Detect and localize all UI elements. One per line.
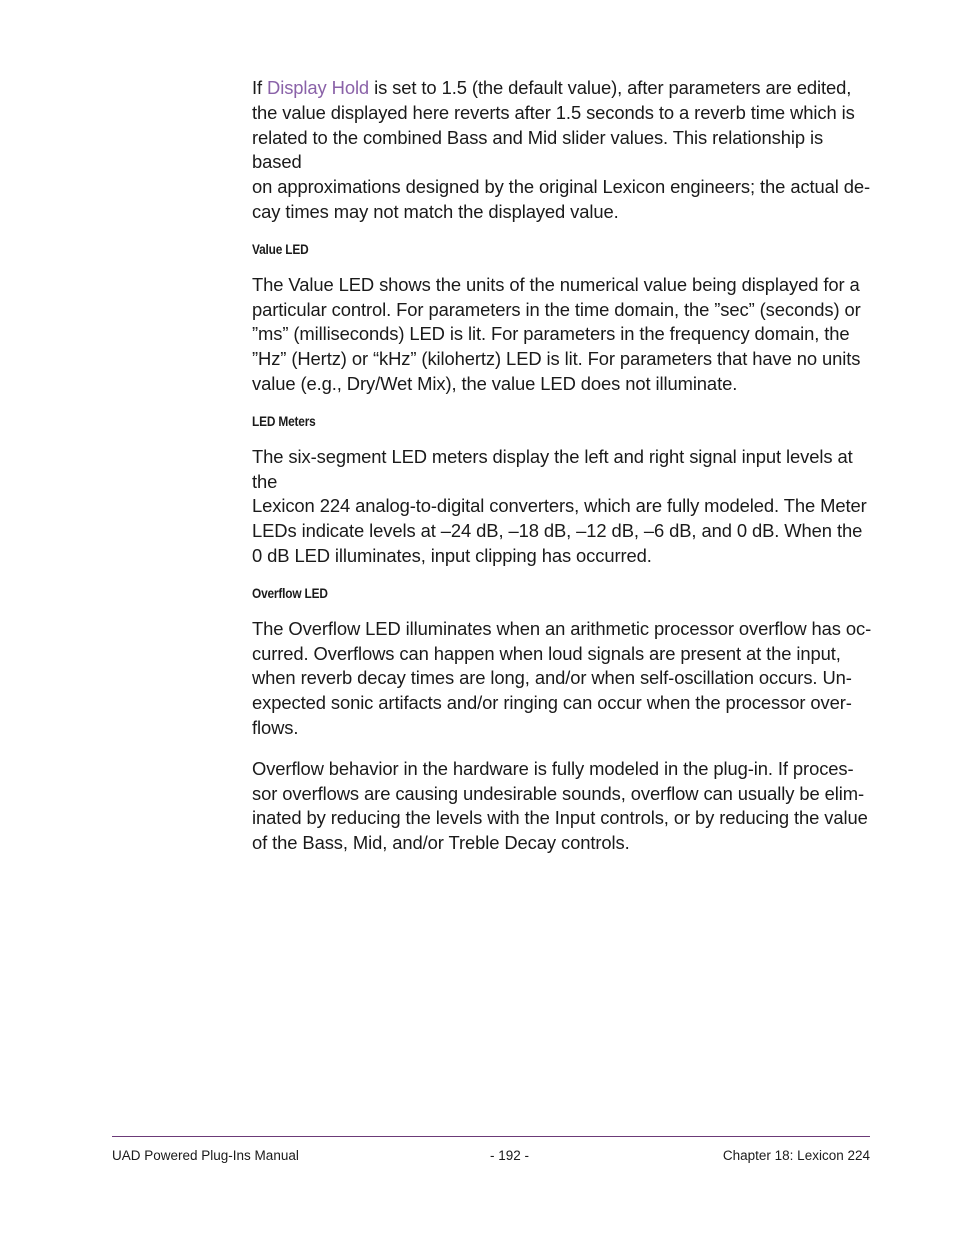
text: cay times may not match the displayed value. xyxy=(252,200,619,222)
text-line: The six-segment LED meters display the left and right signal input levels at the xyxy=(252,445,853,492)
text-line: of the Bass, Mid, and/or Treble Decay controls. xyxy=(252,832,630,854)
paragraph-overflow-behavior xyxy=(252,757,872,856)
paragraph-led-meters xyxy=(252,445,872,569)
text: If xyxy=(252,77,268,98)
page-content xyxy=(252,76,872,872)
text-line: flows. xyxy=(252,716,299,738)
display-hold-link[interactable]: Display Hold xyxy=(267,77,370,98)
text-line: ”Hz” (Hertz) or “kHz” (kilohertz) LED is lit. For parameters that have no units xyxy=(252,348,861,370)
paragraph-display-hold xyxy=(252,76,872,225)
footer-divider xyxy=(112,1136,870,1137)
text-line: The Overflow LED illuminates when an arithmetic processor overflow has oc- xyxy=(252,617,872,639)
paragraph-overflow-led xyxy=(252,617,872,741)
heading-value-led: Value LED xyxy=(252,241,309,257)
text-line: when reverb decay times are long, and/or when self-oscillation occurs. Un- xyxy=(252,667,852,689)
text: the value displayed here reverts after 1.5 seconds to a reverb time which is xyxy=(252,101,855,123)
text-line: expected sonic artifacts and/or ringing can occur when the processor over- xyxy=(252,692,852,714)
text: related to the combined Bass and Mid slider values. This relationship is based xyxy=(252,126,824,173)
footer-page-number: - 192 - xyxy=(490,1148,530,1163)
text-line: sor overflows are causing undesirable sounds, overflow can usually be elim- xyxy=(252,782,864,804)
text-line: LEDs indicate levels at –24 dB, –18 dB, –12 dB, –6 dB, and 0 dB. When the xyxy=(252,520,863,542)
text-line: value (e.g., Dry/Wet Mix), the value LED does not illuminate. xyxy=(252,372,738,394)
text-line: curred. Overflows can happen when loud signals are present at the input, xyxy=(252,642,841,664)
text: is set to 1.5 (the default value), after parameters are edited, xyxy=(369,77,852,98)
paragraph-value-led xyxy=(252,273,872,397)
footer-chapter-title: Chapter 18: Lexicon 224 xyxy=(722,1148,870,1163)
text-line: The Value LED shows the units of the numerical value being displayed for a xyxy=(252,273,860,295)
heading-overflow-led: Overflow LED xyxy=(252,585,328,601)
footer-manual-title: UAD Powered Plug-Ins Manual xyxy=(112,1148,299,1163)
text-line: Lexicon 224 analog-to-digital converters, which are fully modeled. The Meter xyxy=(252,495,867,517)
text-line: 0 dB LED illuminates, input clipping has occurred. xyxy=(252,544,652,566)
text-line: inated by reducing the levels with the Input controls, or by reducing the value xyxy=(252,807,868,829)
text-line: ”ms” (milliseconds) LED is lit. For parameters in the frequency domain, the xyxy=(252,323,850,345)
text-line: Overflow behavior in the hardware is fully modeled in the plug-in. If proces- xyxy=(252,757,854,779)
text: on approximations designed by the original Lexicon engineers; the actual de- xyxy=(252,176,871,198)
text-line: particular control. For parameters in the time domain, the ”sec” (seconds) or xyxy=(252,298,861,320)
heading-led-meters: LED Meters xyxy=(252,413,316,429)
